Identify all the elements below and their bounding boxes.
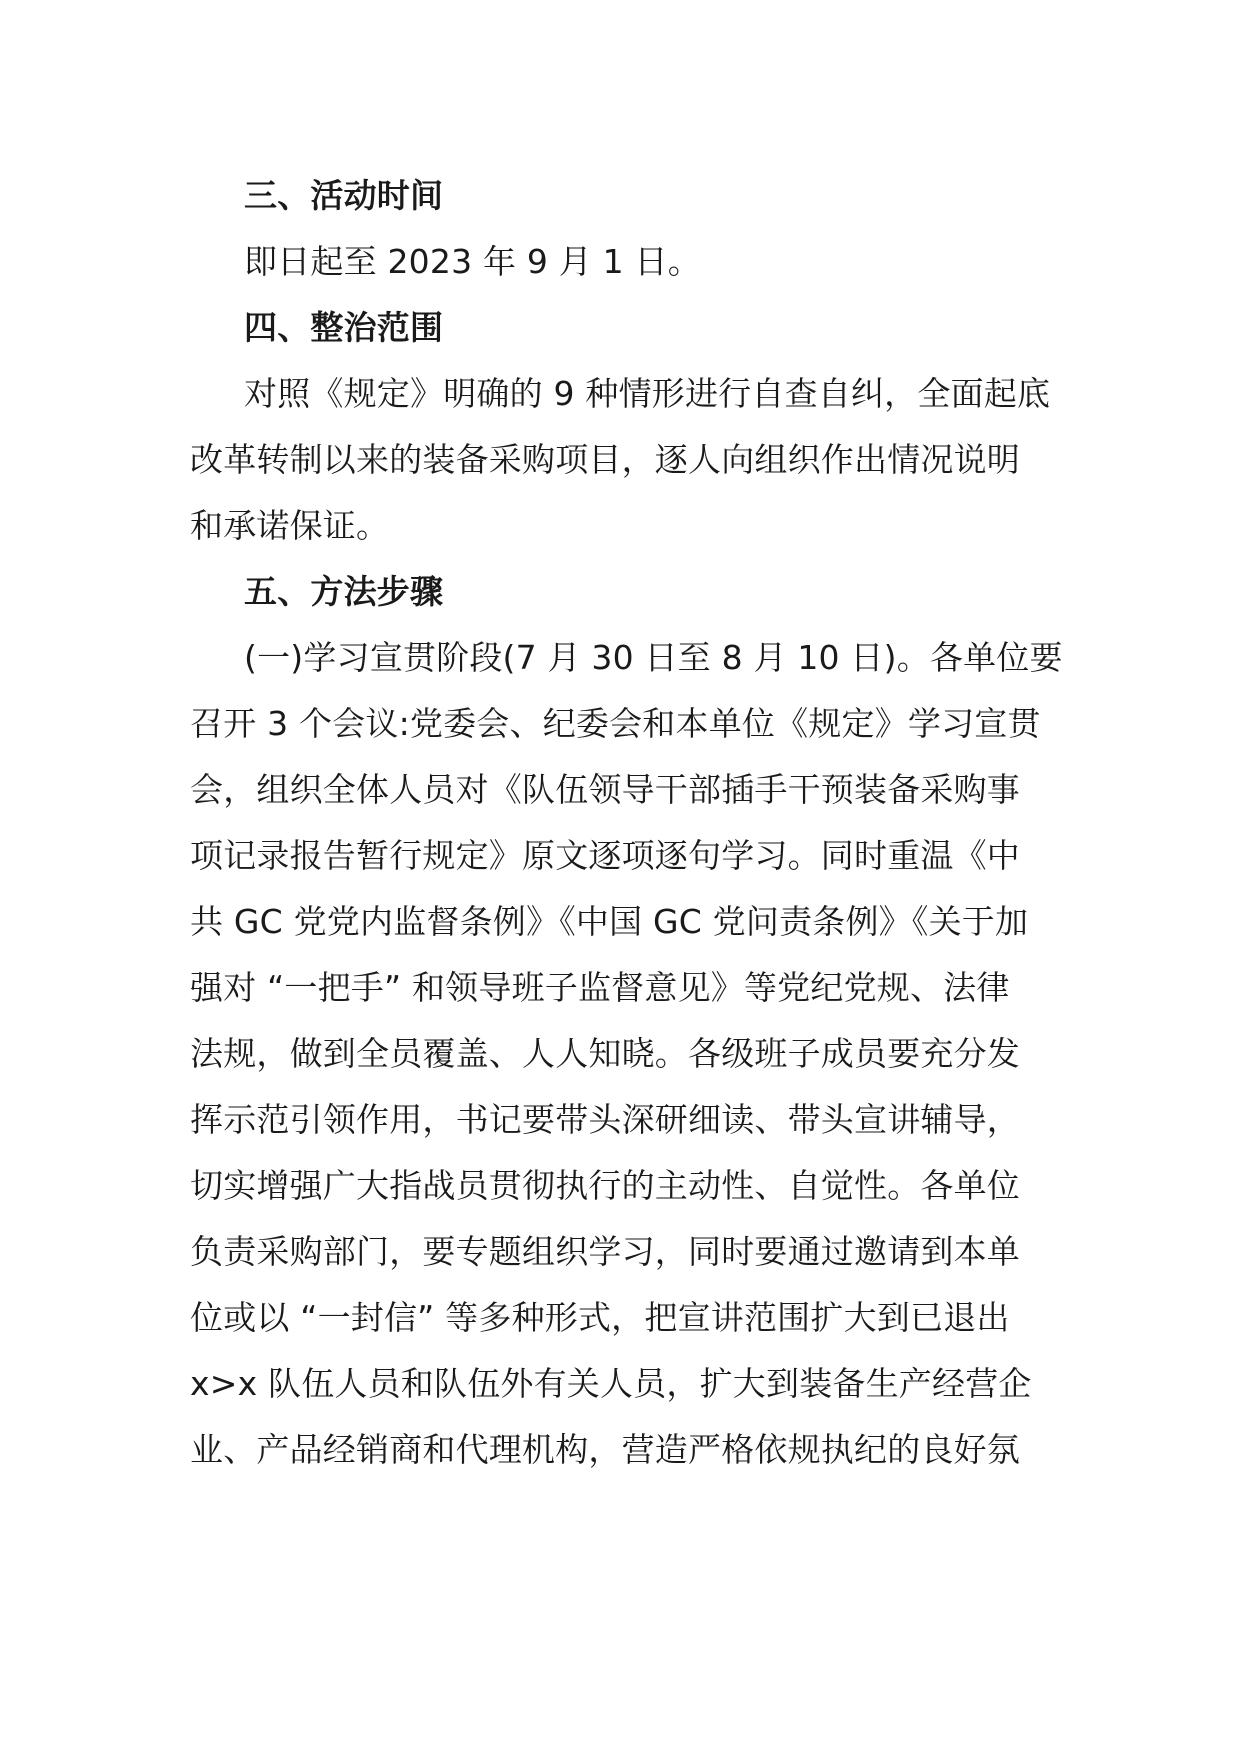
section-heading-scope: 四、整治范围	[244, 308, 444, 347]
paragraph-line: 业、产品经销商和代理机构，营造严格依规执纪的良好氛	[190, 1430, 1020, 1469]
paragraph-line: 强对 “一把手” 和领导班子监督意见》等党纪党规、法律	[190, 968, 1010, 1007]
paragraph-line: 和承诺保证。	[190, 506, 390, 545]
paragraph-line: 改革转制以来的装备采购项目，逐人向组织作出情况说明	[190, 440, 1020, 479]
section-body-activity-time: 即日起至 2023 年 9 月 1 日。	[244, 242, 701, 281]
paragraph-line: 召开 3 个会议:党委会、纪委会和本单位《规定》学习宣贯	[190, 704, 1041, 743]
paragraph-line: 项记录报告暂行规定》原文逐项逐句学习。同时重温《中	[190, 836, 1020, 875]
paragraph-line: 负责采购部门，要专题组织学习，同时要通过邀请到本单	[190, 1232, 1020, 1271]
section-heading-methods: 五、方法步骤	[244, 572, 444, 611]
paragraph-line: 法规，做到全员覆盖、人人知晓。各级班子成员要充分发	[190, 1034, 1020, 1073]
paragraph-line: 会，组织全体人员对《队伍领导干部插手干预装备采购事	[190, 770, 1020, 809]
paragraph-line: 挥示范引领作用，书记要带头深研细读、带头宣讲辅导，	[190, 1100, 1020, 1139]
paragraph-line: 共 GC 党党内监督条例》《中国 GC 党问责条例》《关于加	[190, 902, 1029, 941]
paragraph-line: x>x 队伍人员和队伍外有关人员，扩大到装备生产经营企	[190, 1364, 1032, 1403]
section-heading-activity-time: 三、活动时间	[244, 176, 444, 215]
paragraph-line: 切实增强广大指战员贯彻执行的主动性、自觉性。各单位	[190, 1166, 1020, 1205]
paragraph-line: (一)学习宣贯阶段(7 月 30 日至 8 月 10 日)。各单位要	[244, 638, 1063, 677]
paragraph-line: 位或以 “一封信” 等多种形式，把宣讲范围扩大到已退出	[190, 1298, 1010, 1337]
paragraph-line: 对照《规定》明确的 9 种情形进行自查自纠，全面起底	[244, 374, 1051, 413]
